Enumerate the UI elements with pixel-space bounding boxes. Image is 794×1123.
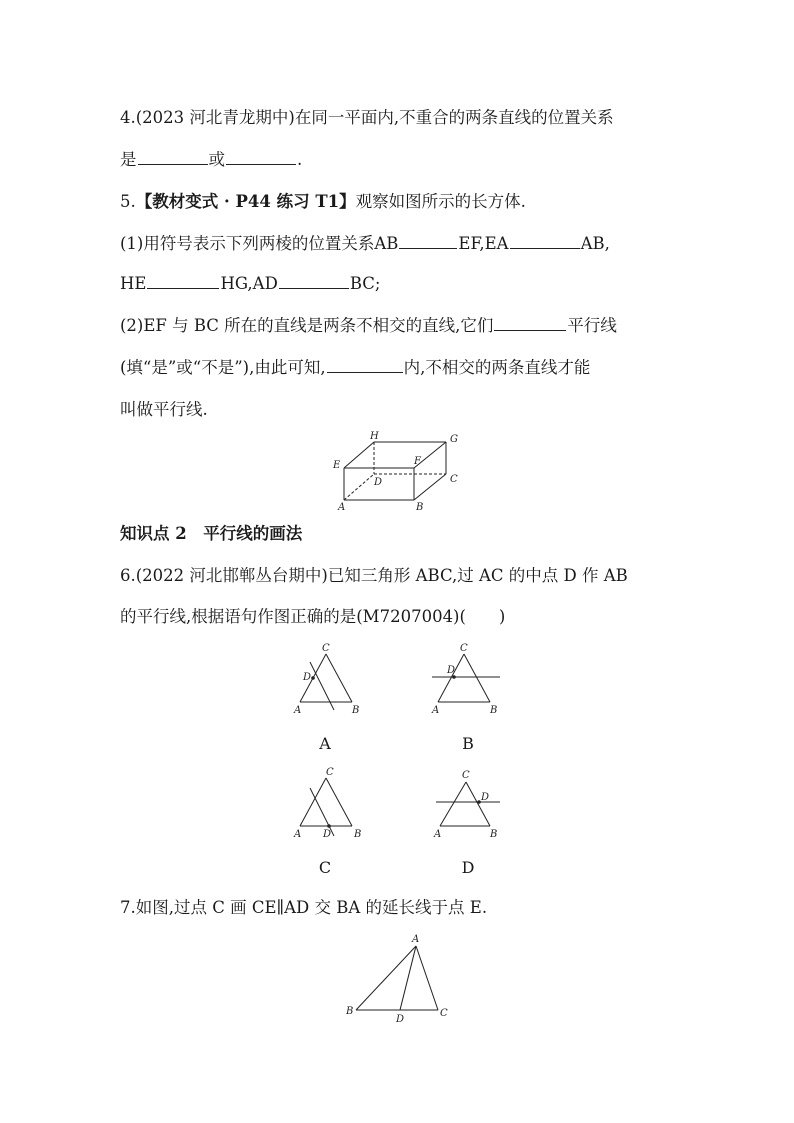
q4-text-2a: 是: [120, 150, 137, 169]
option-b-figure: [428, 640, 508, 720]
q4-text-1: 4.(2023 河北青龙期中)在同一平面内,不重合的两条直线的位置关系: [120, 108, 614, 127]
q5-blank-ea-ab[interactable]: [510, 234, 580, 249]
edge-ad: [344, 474, 374, 500]
q7-segment-ba: [356, 946, 416, 1010]
q5-tag: 【教材变式 · P44 练习 T1】: [135, 192, 356, 211]
q5-p1-text-f: BC;: [349, 274, 381, 293]
q5-part2-line3: [120, 400, 208, 420]
q6-text-1: 6.(2022 河北邯郸丛台期中)已知三角形 ABC,过 AC 的中点 D 作 AB: [120, 566, 628, 585]
q5-number: 5.: [120, 192, 136, 211]
q6-line1: [120, 566, 628, 586]
option-a-label[interactable]: A: [319, 734, 331, 753]
q7-label-b: B: [346, 1006, 354, 1017]
opt-d-label-c: C: [462, 770, 470, 781]
q7-line1: [120, 898, 487, 918]
option-d-figure: [428, 764, 508, 844]
option-b-label[interactable]: B: [462, 734, 474, 753]
q5-p1-text-d: HE: [120, 274, 147, 293]
label-a: A: [338, 502, 346, 513]
q7-label-d: D: [396, 1014, 405, 1025]
opt-c-label-b: B: [354, 829, 362, 840]
q5-title-line: [120, 192, 526, 212]
q4-line1: [120, 108, 614, 128]
q4-blank-2[interactable]: [226, 150, 296, 165]
opt-c-label-d: D: [323, 829, 332, 840]
label-d: D: [374, 477, 383, 488]
q5-p2-text-b: 平行线: [567, 316, 617, 335]
q7-text-1: 7.如图,过点 C 画 CE∥AD 交 BA 的延长线于点 E.: [120, 898, 488, 917]
q5-p2-text-c: (填“是”或“不是”),由此可知,: [120, 358, 326, 377]
opt-c-label-c: C: [326, 767, 334, 778]
option-d-label[interactable]: D: [461, 858, 475, 877]
q5-p1-text-b: EF,EA: [458, 234, 509, 253]
q5-p1-text-a: (1)用符号表示下列两棱的位置关系AB: [120, 234, 399, 253]
q7-triangle-figure: [340, 930, 460, 1026]
q4-text-2c: .: [297, 150, 303, 169]
q5-blank-ab-ef[interactable]: [399, 234, 457, 249]
option-c-label[interactable]: C: [318, 858, 332, 877]
label-f: F: [414, 456, 421, 467]
opt-c-label-a: A: [294, 829, 302, 840]
q5-part1-line1: [120, 234, 610, 254]
q5-part1-line2: [120, 274, 380, 294]
opt-a-label-c: C: [322, 643, 330, 654]
q5-intro: 观察如图所示的长方体.: [355, 192, 526, 211]
label-b: B: [416, 502, 424, 513]
edge-bc: [414, 474, 446, 500]
label-e: E: [333, 460, 341, 471]
q7-label-a: A: [412, 934, 420, 945]
q5-p1-text-c: AB,: [580, 234, 610, 253]
q7-segment-ad: [400, 946, 416, 1010]
opt-d-label-d: D: [481, 792, 490, 803]
q6-line2: [120, 607, 505, 627]
opt-a-label-d: D: [303, 672, 312, 683]
opt-b-label-a: A: [432, 705, 440, 716]
opt-a-label-a: A: [294, 705, 302, 716]
opt-b-label-b: B: [490, 705, 498, 716]
label-h: H: [370, 431, 379, 442]
cuboid-figure: [330, 428, 470, 514]
q5-blank-plane[interactable]: [327, 358, 403, 373]
q5-blank-he-hg[interactable]: [147, 274, 219, 289]
section-title: 知识点 2 平行线的画法: [120, 524, 303, 543]
q5-p2-text-a: (2)EF 与 BC 所在的直线是两条不相交的直线,它们: [120, 316, 494, 335]
q5-part2-line1: [120, 316, 617, 336]
q7-segment-ac: [416, 946, 438, 1010]
label-g: G: [450, 434, 458, 445]
opt-b-label-c: C: [460, 643, 468, 654]
q4-line2: [120, 150, 302, 170]
q7-label-c: C: [440, 1008, 448, 1019]
q5-blank-parallel[interactable]: [494, 316, 566, 331]
q6-text-2: 的平行线,根据语句作图正确的是(M7207004)( ): [120, 607, 506, 626]
edge-eh: [344, 442, 374, 468]
option-c-figure: [290, 764, 370, 844]
option-a-figure: [290, 640, 370, 720]
q4-text-2b: 或: [208, 150, 225, 169]
q5-p1-text-e: HG,AD: [220, 274, 278, 293]
q5-p2-text-e: 叫做平行线.: [120, 400, 208, 419]
q5-p2-text-d: 内,不相交的两条直线才能: [403, 358, 591, 377]
opt-a-label-b: B: [352, 705, 360, 716]
section-heading: [120, 524, 302, 544]
opt-d-label-a: A: [434, 829, 442, 840]
label-c: C: [450, 474, 458, 485]
opt-b-label-d: D: [447, 665, 456, 676]
q4-blank-1[interactable]: [138, 150, 208, 165]
opt-d-label-b: B: [490, 829, 498, 840]
q5-blank-ad-bc[interactable]: [279, 274, 349, 289]
q5-part2-line2: [120, 358, 590, 378]
